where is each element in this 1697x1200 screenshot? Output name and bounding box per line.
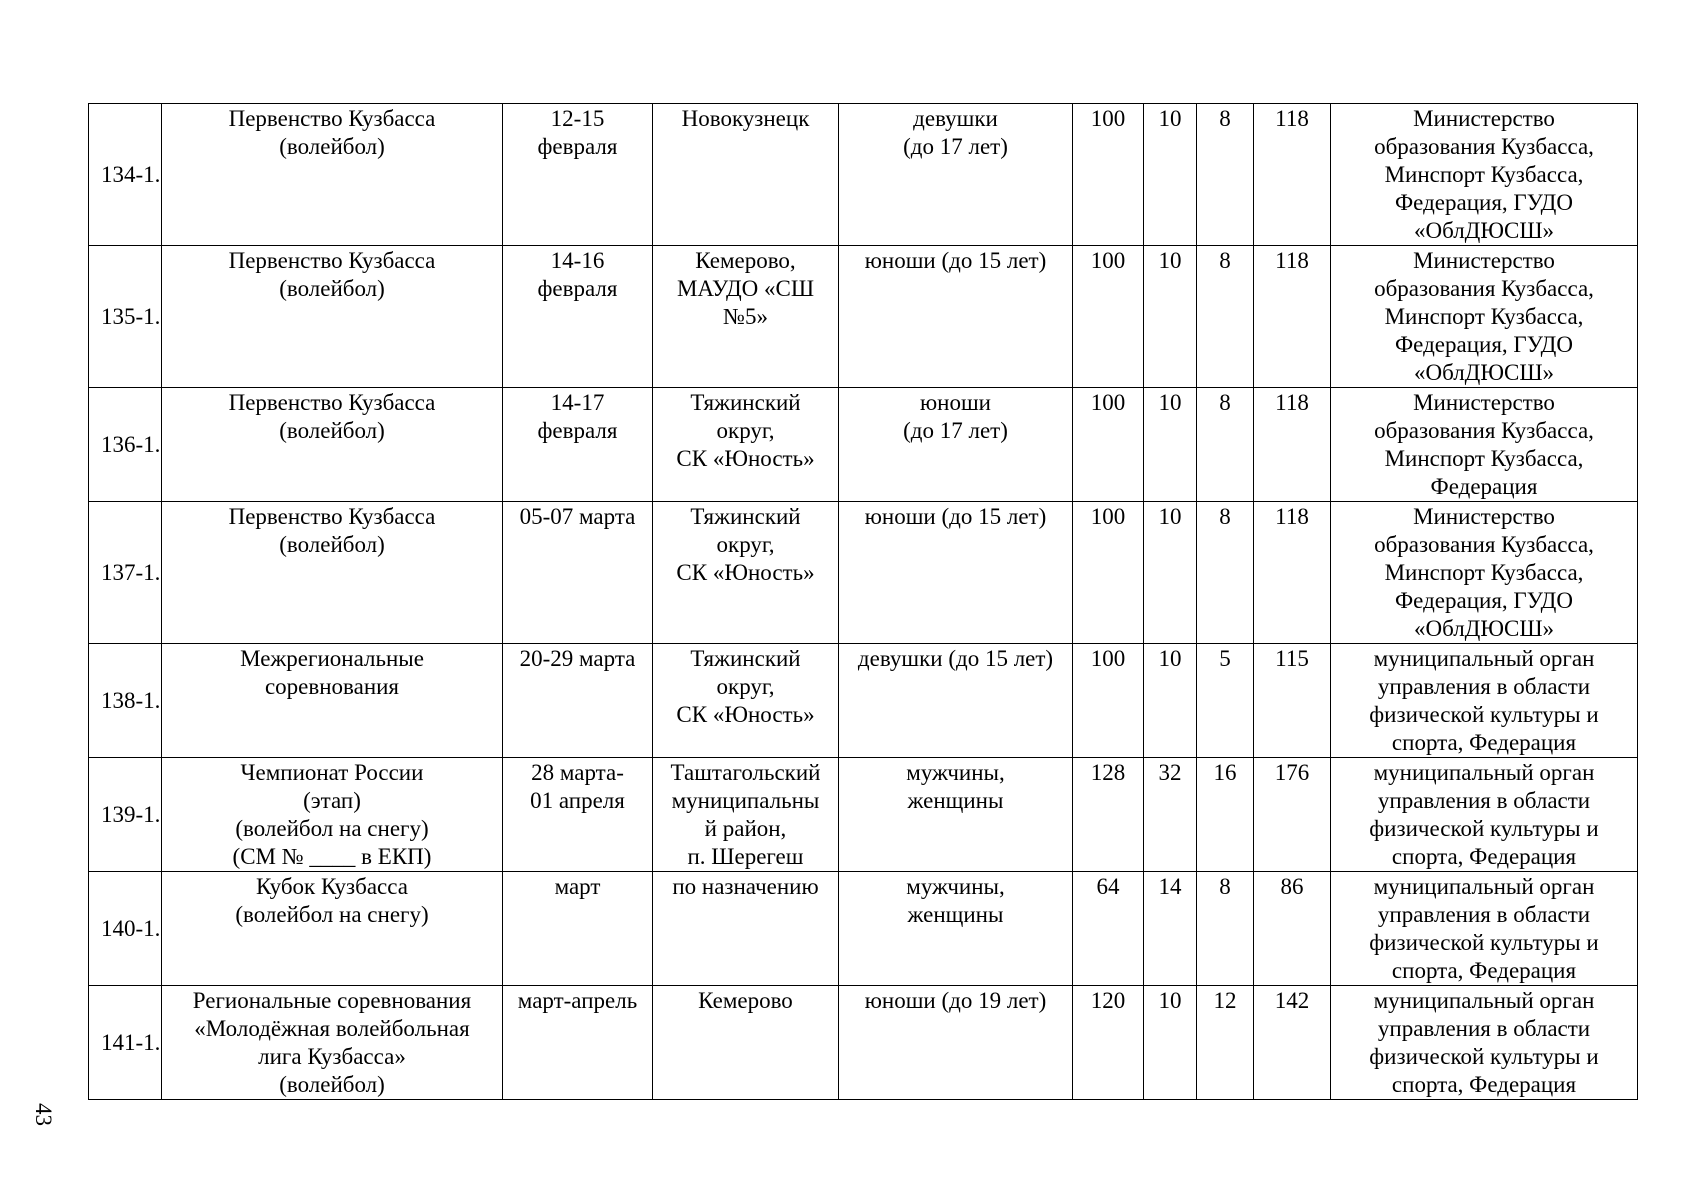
event-name: Первенство Кузбасса (волейбол) — [162, 104, 503, 246]
table-row — [89, 644, 1638, 758]
organizer: Министерство образования Кузбасса, Минспорт Кузбасса, Федерация, ГУДО «ОблДЮСШ» — [1331, 104, 1638, 246]
count-2: 10 — [1144, 246, 1197, 388]
row-number: 135-1. — [89, 246, 162, 388]
count-3: 8 — [1197, 872, 1254, 986]
count-total: 118 — [1254, 388, 1331, 502]
event-name: Межрегиональные соревнования — [162, 644, 503, 758]
participant-group: юноши (до 17 лет) — [839, 388, 1073, 502]
participant-group: мужчины, женщины — [839, 872, 1073, 986]
count-1: 100 — [1073, 388, 1144, 502]
count-3: 12 — [1197, 986, 1254, 1100]
count-total: 118 — [1254, 246, 1331, 388]
count-total: 176 — [1254, 758, 1331, 872]
count-2: 10 — [1144, 644, 1197, 758]
event-dates: март — [503, 872, 653, 986]
count-1: 120 — [1073, 986, 1144, 1100]
event-name: Чемпионат России (этап) (волейбол на снегу) (СМ № ____ в ЕКП) — [162, 758, 503, 872]
event-dates: 20-29 марта — [503, 644, 653, 758]
organizer: муниципальный орган управления в области физической культуры и спорта, Федерация — [1331, 872, 1638, 986]
event-dates: 12-15 февраля — [503, 104, 653, 246]
event-name: Региональные соревнования «Молодёжная волейбольная лига Кузбасса» (волейбол) — [162, 986, 503, 1100]
event-name: Первенство Кузбасса (волейбол) — [162, 246, 503, 388]
count-1: 100 — [1073, 502, 1144, 644]
row-number: 134-1. — [89, 104, 162, 246]
count-3: 8 — [1197, 502, 1254, 644]
page-number: 43 — [31, 1103, 56, 1126]
table-row — [89, 104, 1638, 246]
count-3: 8 — [1197, 104, 1254, 246]
count-1: 100 — [1073, 104, 1144, 246]
count-total: 118 — [1254, 502, 1331, 644]
event-place: Тяжинский округ, СК «Юность» — [653, 644, 839, 758]
count-2: 10 — [1144, 986, 1197, 1100]
organizer: Министерство образования Кузбасса, Минспорт Кузбасса, Федерация, ГУДО «ОблДЮСШ» — [1331, 246, 1638, 388]
events-table — [88, 103, 1638, 1100]
count-3: 8 — [1197, 388, 1254, 502]
event-dates: 28 марта- 01 апреля — [503, 758, 653, 872]
row-number: 138-1. — [89, 644, 162, 758]
event-place: Тяжинский округ, СК «Юность» — [653, 388, 839, 502]
event-dates: 14-17 февраля — [503, 388, 653, 502]
count-2: 10 — [1144, 388, 1197, 502]
event-place: по назначению — [653, 872, 839, 986]
organizer: муниципальный орган управления в области физической культуры и спорта, Федерация — [1331, 644, 1638, 758]
count-total: 118 — [1254, 104, 1331, 246]
organizer: Министерство образования Кузбасса, Минспорт Кузбасса, Федерация — [1331, 388, 1638, 502]
count-1: 64 — [1073, 872, 1144, 986]
row-number: 140-1. — [89, 872, 162, 986]
count-1: 100 — [1073, 246, 1144, 388]
row-number: 136-1. — [89, 388, 162, 502]
organizer: муниципальный орган управления в области физической культуры и спорта, Федерация — [1331, 986, 1638, 1100]
row-number: 139-1. — [89, 758, 162, 872]
event-dates: март-апрель — [503, 986, 653, 1100]
participant-group: мужчины, женщины — [839, 758, 1073, 872]
event-dates: 05-07 марта — [503, 502, 653, 644]
event-name: Первенство Кузбасса (волейбол) — [162, 388, 503, 502]
event-place: Кемерово — [653, 986, 839, 1100]
event-place: Таштагольский муниципальны й район, п. Шерегеш — [653, 758, 839, 872]
count-total: 86 — [1254, 872, 1331, 986]
count-3: 16 — [1197, 758, 1254, 872]
organizer: Министерство образования Кузбасса, Минспорт Кузбасса, Федерация, ГУДО «ОблДЮСШ» — [1331, 502, 1638, 644]
table-row — [89, 502, 1638, 644]
count-total: 142 — [1254, 986, 1331, 1100]
event-name: Кубок Кузбасса (волейбол на снегу) — [162, 872, 503, 986]
participant-group: юноши (до 19 лет) — [839, 986, 1073, 1100]
participant-group: юноши (до 15 лет) — [839, 246, 1073, 388]
count-total: 115 — [1254, 644, 1331, 758]
table-row — [89, 986, 1638, 1100]
event-place: Тяжинский округ, СК «Юность» — [653, 502, 839, 644]
count-3: 5 — [1197, 644, 1254, 758]
count-2: 10 — [1144, 104, 1197, 246]
count-2: 14 — [1144, 872, 1197, 986]
count-3: 8 — [1197, 246, 1254, 388]
table-row — [89, 388, 1638, 502]
count-1: 128 — [1073, 758, 1144, 872]
event-place: Новокузнецк — [653, 104, 839, 246]
event-name: Первенство Кузбасса (волейбол) — [162, 502, 503, 644]
table-row — [89, 758, 1638, 872]
participant-group: девушки (до 17 лет) — [839, 104, 1073, 246]
table-row — [89, 246, 1638, 388]
row-number: 141-1. — [89, 986, 162, 1100]
event-place: Кемерово, МАУДО «СШ №5» — [653, 246, 839, 388]
table-row — [89, 872, 1638, 986]
organizer: муниципальный орган управления в области физической культуры и спорта, Федерация — [1331, 758, 1638, 872]
participant-group: юноши (до 15 лет) — [839, 502, 1073, 644]
participant-group: девушки (до 15 лет) — [839, 644, 1073, 758]
count-1: 100 — [1073, 644, 1144, 758]
count-2: 10 — [1144, 502, 1197, 644]
row-number: 137-1. — [89, 502, 162, 644]
event-dates: 14-16 февраля — [503, 246, 653, 388]
count-2: 32 — [1144, 758, 1197, 872]
